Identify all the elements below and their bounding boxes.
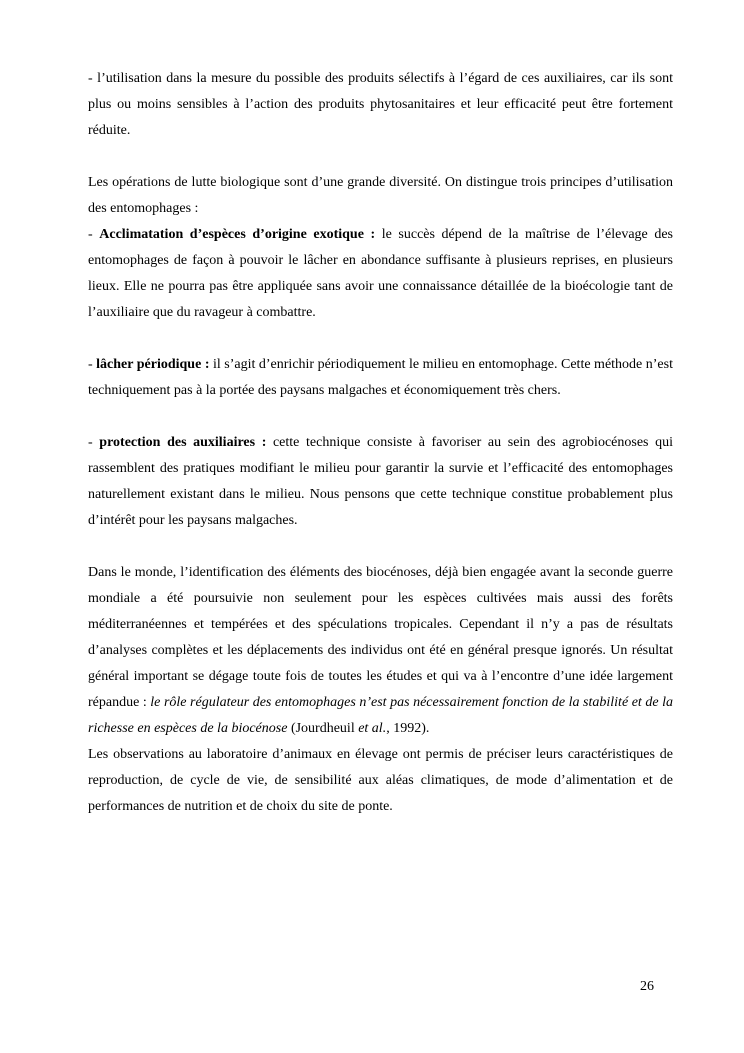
operations-paragraph: Les opérations de lutte biologique sont d’une grande diversité. On distingue trois principes d’utilisation des entomophages :: [88, 175, 673, 216]
intro-paragraph: - l’utilisation dans la mesure du possible des produits sélectifs à l’égard de ces auxiliaires, car ils sont plus ou moins sensibles à l’action des produits phytosanitaires et leur efficacité peut être fortement réduite.: [88, 71, 673, 138]
page-body: [88, 66, 673, 820]
citation-year: , 1992).: [386, 721, 430, 736]
principle-lacher-periodique: [88, 352, 673, 404]
world-paragraph: [88, 560, 673, 742]
list-dash: -: [88, 227, 100, 242]
principle-text: cette technique consiste à favoriser au sein des agrobiocénoses qui rassemblent des pratiques modifiant le milieu pour garantir la survie et l’efficacité des entomophages naturellement existant dans le milieu. Nous pensons que cette technique constitue probablement plus d’intérêt pour les paysans malgaches.: [88, 435, 673, 528]
spacer: [88, 326, 673, 352]
observations-paragraph: Les observations au laboratoire d’animaux en élevage ont permis de préciser leurs caractéristiques de reproduction, de cycle de vie, de sensibilité aux aléas climatiques, de mode d’alimentation et de performances de nutrition et de choix du site de ponte.: [88, 747, 673, 814]
principle-acclimatation: [88, 222, 673, 326]
citation-author: (Jourdheuil: [287, 721, 359, 736]
list-dash: -: [88, 435, 100, 450]
principle-term: Acclimatation d’espèces d’origine exotique :: [99, 227, 376, 242]
principle-text: le succès dépend de la maîtrise de l’élevage des entomophages de façon à pouvoir le lâcher en abondance suffisante à plusieurs reprises, en plusieurs lieux. Elle ne pourra pas être appliquée sans avoir une connaissance détaillée de la bioécologie tant de l’auxiliaire que du ravageur à combattre.: [88, 227, 674, 320]
page-number: 26: [640, 979, 654, 994]
principle-term: lâcher périodique :: [96, 357, 210, 372]
spacer: [88, 404, 673, 430]
citation-etal: et al.: [358, 721, 387, 736]
principle-protection: [88, 430, 673, 534]
principle-term: protection des auxiliaires :: [99, 435, 267, 450]
list-dash: -: [88, 357, 97, 372]
world-quote: le rôle régulateur des entomophages n’est pas nécessairement fonction de la stabilité et de la richesse en espèces de la biocénose: [88, 695, 673, 736]
spacer: [88, 534, 673, 560]
principle-text: il s’agit d’enrichir périodiquement le milieu en entomophage. Cette méthode n’est techniquement pas à la portée des paysans malgaches et économiquement très chers.: [88, 357, 673, 398]
world-text: Dans le monde, l’identification des éléments des biocénoses, déjà bien engagée avant la seconde guerre mondiale a été poursuivie non seulement pour les espèces cultivées mais aussi des forêts méditerranéennes et tempérées et des spéculations tropicales. Cependant il n’y a pas de résultats d’analyses complètes et les déplacements des individus ont été en général presque ignorés. Un résultat général important se dégage toute fois de toutes les études et qui va à l’encontre d’une idée largement répandue :: [88, 565, 673, 710]
spacer: [88, 144, 673, 170]
